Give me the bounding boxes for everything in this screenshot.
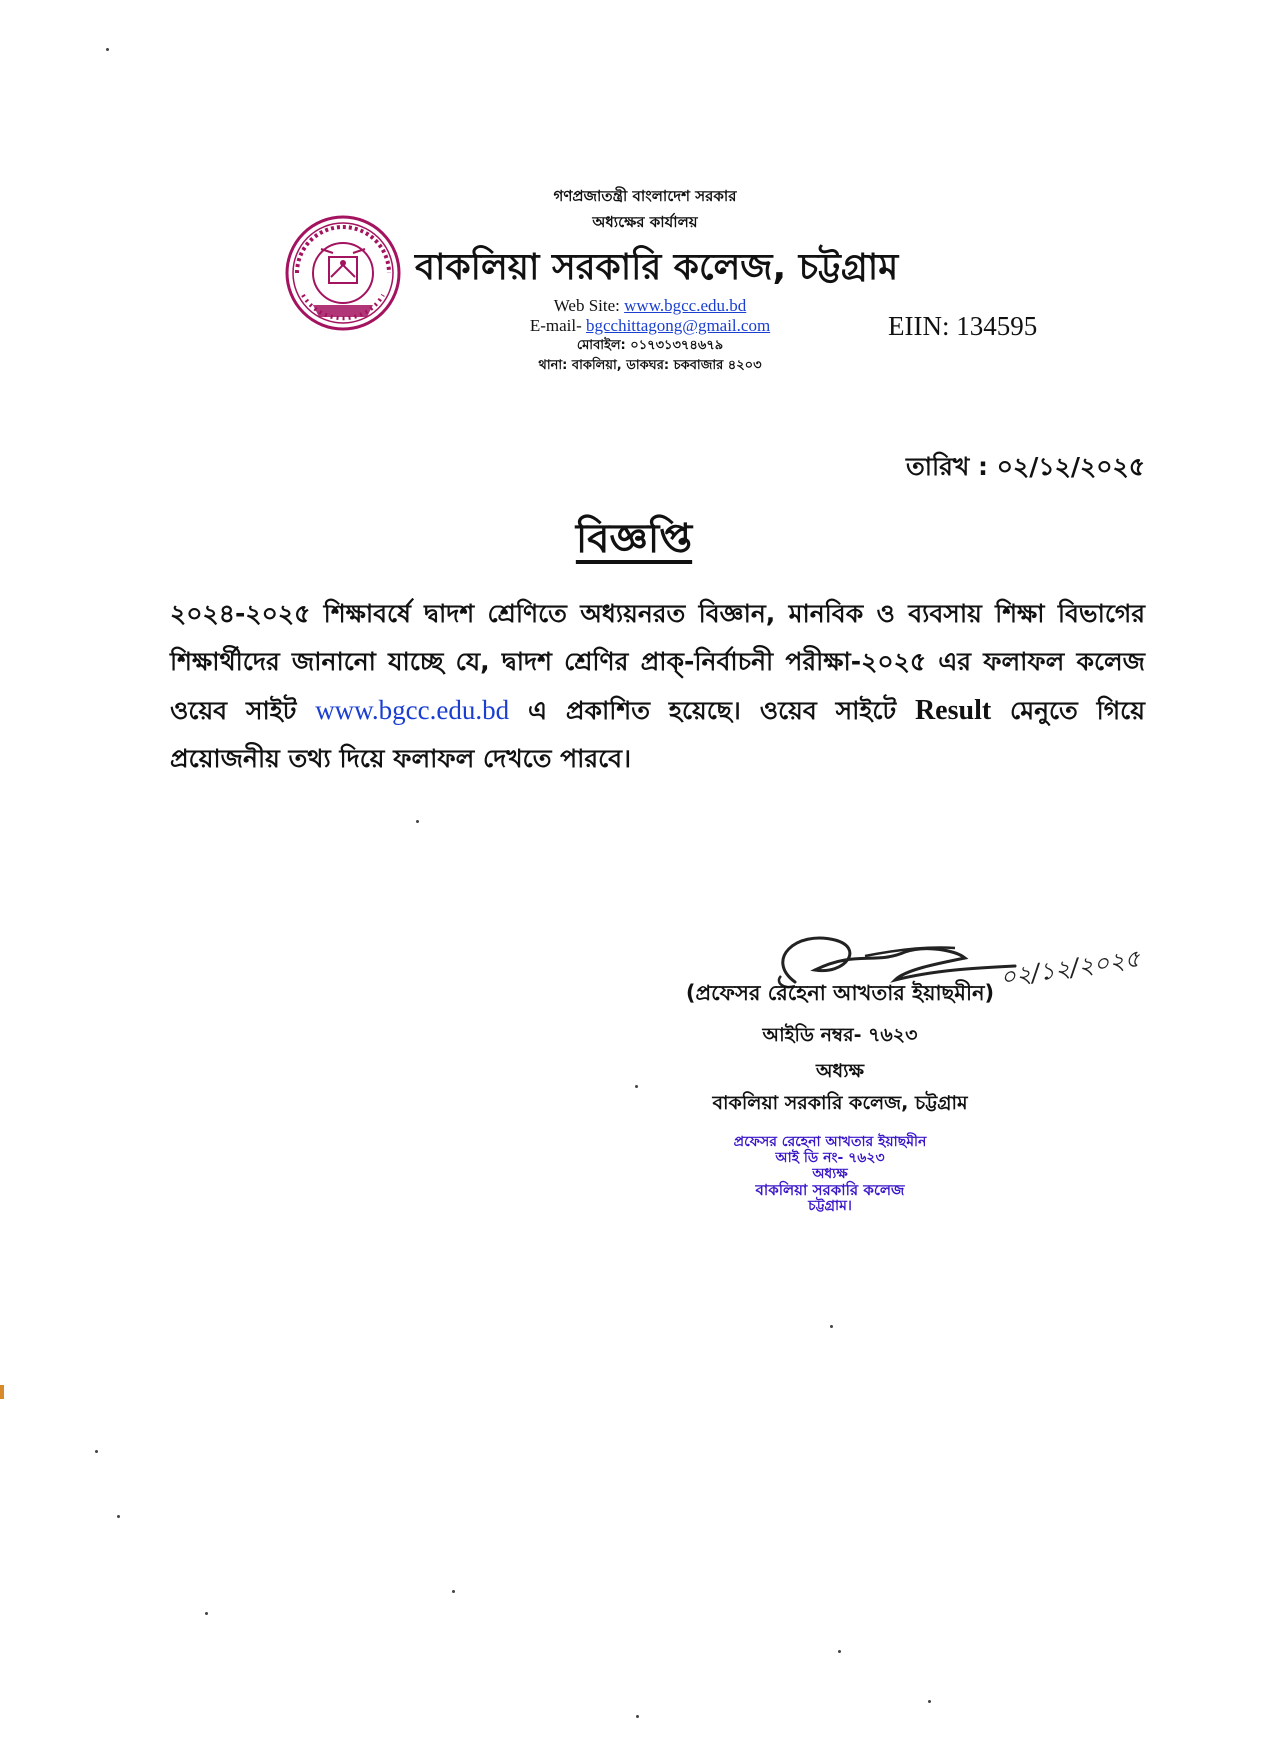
- website-link[interactable]: www.bgcc.edu.bd: [624, 296, 747, 315]
- stamp-city: চট্টগ্রাম।: [808, 1198, 852, 1214]
- scan-speck: [635, 1085, 638, 1088]
- signatory-role: অধ্যক্ষ: [815, 1060, 864, 1082]
- signatory-id: আইডি নম্বর- ৭৬২৩: [762, 1024, 918, 1046]
- scan-speck: [830, 1325, 833, 1328]
- scan-speck: [205, 1612, 208, 1615]
- scan-speck: [452, 1590, 455, 1593]
- website-label: Web Site:: [553, 296, 620, 315]
- official-stamp: [680, 1134, 980, 1214]
- stamp-id: আই ডি নং- ৭৬২৩: [775, 1150, 885, 1166]
- address-line: থানা: বাকলিয়া, ডাকঘর: চকবাজার ৪২০৩: [538, 358, 762, 373]
- scan-speck: [928, 1700, 931, 1703]
- office-line: অধ্যক্ষের কার্যালয়: [592, 213, 698, 231]
- contact-block: [470, 296, 830, 376]
- scan-speck: [117, 1515, 120, 1518]
- scan-speck: [106, 48, 109, 51]
- notice-title: [500, 507, 768, 574]
- scan-speck: [636, 1715, 639, 1718]
- body-website-link[interactable]: www.bgcc.edu.bd: [315, 695, 510, 725]
- website-line: [470, 296, 830, 316]
- signatory-name: (প্রফেসর রেহেনা আখতার ইয়াছমীন): [685, 981, 995, 1005]
- notice-body: [170, 590, 1145, 783]
- scan-speck: [416, 820, 419, 823]
- body-part-2: এ প্রকাশিত হয়েছে। ওয়েব সাইটে: [528, 696, 897, 725]
- scan-speck: [95, 1450, 98, 1453]
- notice-title-text: বিজ্ঞপ্তি: [575, 516, 693, 562]
- college-seal-icon: [283, 213, 403, 333]
- stamp-college: বাকলিয়া সরকারি কলেজ: [755, 1181, 905, 1199]
- notice-date: তারিখ : ০২/১২/২০২৫: [906, 452, 1145, 481]
- signatory-college: বাকলিয়া সরকারি কলেজ, চট্টগ্রাম: [712, 1092, 968, 1114]
- scan-edge-mark: [0, 1385, 4, 1399]
- stamp-name: প্রফেসর রেহেনা আখতার ইয়াছমীন: [733, 1134, 927, 1150]
- body-result-word: Result: [914, 695, 992, 726]
- email-link[interactable]: bgcchittagong@gmail.com: [585, 316, 771, 335]
- scan-speck: [838, 1650, 841, 1653]
- stamp-role: অধ্যক্ষ: [812, 1166, 848, 1182]
- eiin-number: EIIN: 134595: [888, 311, 1038, 341]
- government-line: গণপ্রজাতন্ত্রী বাংলাদেশ সরকার: [553, 187, 737, 205]
- signed-date: ০২/১২/২০২৫: [998, 944, 1142, 992]
- college-name: বাকলিয়া সরকারি কলেজ, চট্টগ্রাম: [415, 247, 899, 288]
- mobile-line: মোবাইল: ০১৭৩১৩৭৪৬৭৯: [576, 338, 724, 353]
- body-part-1: ২০২৪-২০২৫ শিক্ষাবর্ষে দ্বাদশ শ্রেণিতে অধ্যয়নরত বিজ্ঞান, মানবিক ও ব্যবসায় শিক্ষা বিভাগের শিক্ষার্থীদের জানানো যাচ্ছে যে, দ্বাদশ শ্রেণির প্রাক্-নির্বাচনী পরীক্ষা-২০২৫ এর ফলাফল কলেজ ওয়েব সাইট: [170, 599, 1145, 725]
- body-part-3: মেনুতে গিয়ে প্রয়োজনীয় তথ্য দিয়ে ফলাফল দেখতে পারবে।: [170, 696, 1145, 773]
- email-line: [470, 316, 830, 336]
- email-label: E-mail-: [529, 316, 582, 335]
